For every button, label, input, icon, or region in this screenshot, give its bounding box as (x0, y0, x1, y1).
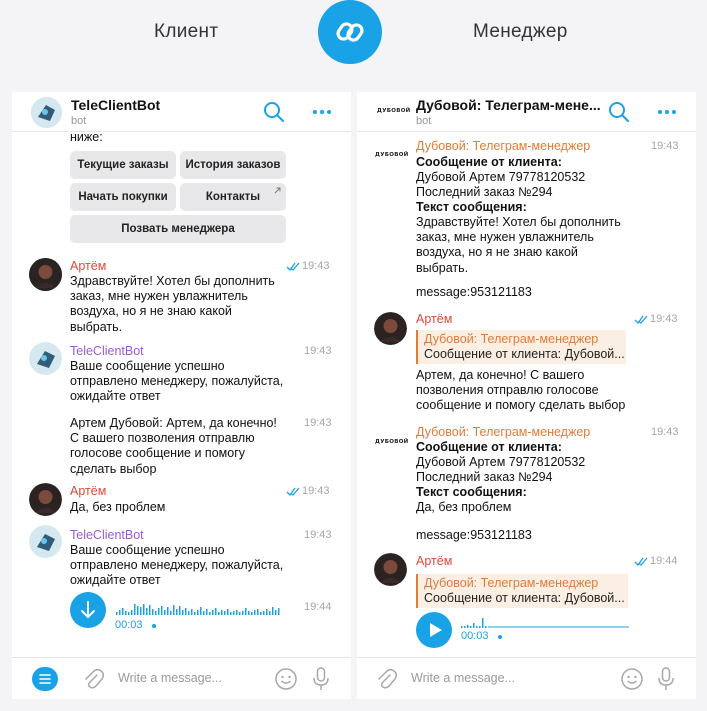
chat-subtitle: bot (71, 115, 87, 127)
message-time: 19:44 (304, 601, 332, 613)
message-text: Да, без проблем (416, 500, 512, 514)
chat-header (357, 92, 696, 132)
reply-quote[interactable] (416, 330, 626, 364)
chat-title: Дубовой: Телеграм-мене... (416, 97, 601, 113)
message-time: 19:43 (302, 485, 330, 497)
quote-title: Дубовой: Телеграм-менеджер (424, 576, 599, 590)
chat-title: TeleClientBot (71, 97, 161, 113)
keyboard-cut-text: ниже: (70, 133, 103, 144)
chat-header (12, 92, 351, 132)
dubovoy-logo: ДУБОВОЙ (375, 439, 409, 445)
message-client-info: Дубовой Артем 79778120532 Последний заказ №294 (416, 170, 586, 200)
voice-play-button[interactable] (416, 612, 452, 648)
message-sender[interactable]: Артём (70, 259, 107, 273)
search-icon[interactable] (263, 101, 285, 123)
voice-download-button[interactable] (70, 592, 106, 628)
voice-waveform[interactable] (116, 599, 282, 615)
message-heading: Сообщение от клиента: (416, 440, 562, 454)
message-time: 19:43 (651, 426, 679, 438)
message-input[interactable]: Write a message... (411, 671, 515, 685)
microphone-icon[interactable] (657, 666, 675, 692)
message-composer (12, 657, 351, 699)
user-avatar[interactable] (374, 553, 407, 586)
contacts-button[interactable] (180, 183, 286, 211)
message-text: Артем Дубовой: Артем, да конечно! С вашего позволения отправлю голосове сообщение и помогу сделать выбор (70, 416, 277, 476)
voice-waveform[interactable] (461, 616, 629, 628)
chat-subtitle: bot (416, 115, 432, 127)
client-label: Клиент (154, 21, 219, 42)
more-icon[interactable] (657, 106, 677, 118)
download-arrow-icon (70, 592, 106, 628)
message-sender[interactable]: TeleClientBot (70, 528, 144, 542)
message-text: Ваше сообщение успешно отправлено менеджеру, пожалуйста, ожидайте ответ (70, 359, 284, 404)
message-time: 19:43 (302, 260, 330, 272)
quote-text: Сообщение от клиента: Дубовой... (424, 591, 625, 605)
read-check-icon (286, 487, 300, 496)
start-shopping-button[interactable]: Начать покупки (70, 183, 176, 211)
message-input[interactable]: Write a message... (118, 671, 222, 685)
reply-quote[interactable] (416, 574, 628, 608)
attach-icon[interactable] (82, 667, 104, 691)
menu-button[interactable] (32, 667, 58, 691)
dubovoy-logo: ДУБОВОЙ (375, 152, 409, 158)
user-avatar[interactable] (29, 483, 62, 516)
message-heading: Сообщение от клиента: (416, 155, 562, 169)
message-text: Артем, да конечно! С вашего позволения отправлю голосове сообщение и помогу сделать выбор (416, 368, 626, 413)
message-id: message:953121183 (416, 285, 532, 299)
bot-avatar[interactable] (29, 525, 62, 558)
message-sender[interactable]: Дубовой: Телеграм-менеджер (416, 139, 591, 153)
user-avatar[interactable] (29, 258, 62, 291)
message-time: 19:43 (304, 345, 332, 357)
client-chat-panel (12, 92, 351, 699)
bot-avatar[interactable] (31, 97, 62, 128)
message-sender[interactable]: Дубовой: Телеграм-менеджер (416, 425, 591, 439)
message-id: message:953121183 (416, 528, 532, 542)
message-sender[interactable]: Артём (70, 484, 107, 498)
bot-avatar[interactable] (29, 342, 62, 375)
emoji-icon[interactable] (274, 667, 298, 691)
message-time: 19:43 (304, 529, 332, 541)
message-heading: Текст сообщения: (416, 200, 527, 214)
emoji-icon[interactable] (620, 667, 644, 691)
message-text: Ваше сообщение успешно отправлено менеджеру, пожалуйста, ожидайте ответ (70, 543, 284, 588)
play-icon (416, 612, 452, 648)
read-check-icon (634, 315, 648, 324)
read-check-icon (634, 557, 648, 566)
client-message-list[interactable] (12, 133, 351, 657)
message-sender[interactable]: TeleClientBot (70, 344, 144, 358)
quote-title: Дубовой: Телеграм-менеджер (424, 332, 599, 346)
unplayed-dot (498, 635, 502, 639)
link-icon (318, 0, 382, 64)
voice-duration: 00:03 (115, 619, 143, 631)
attach-icon[interactable] (375, 667, 397, 691)
message-text: Здравствуйте! Хотел бы дополнить заказ, мне нужен увлажнитель воздуха, но я не знаю какой выбрать. (416, 215, 621, 275)
contacts-label: Контакты (205, 191, 261, 203)
message-sender[interactable]: Артём (416, 554, 453, 568)
menu-icon (32, 667, 58, 691)
manager-label: Менеджер (473, 21, 568, 42)
search-icon[interactable] (608, 101, 630, 123)
message-time: 19:44 (650, 555, 678, 567)
external-link-icon (274, 187, 281, 194)
read-check-icon (286, 262, 300, 271)
manager-chat-panel (357, 92, 696, 699)
user-avatar[interactable] (374, 312, 407, 345)
quote-text: Сообщение от клиента: Дубовой... (424, 347, 625, 361)
dubovoy-logo: ДУБОВОЙ (377, 108, 411, 114)
microphone-icon[interactable] (312, 666, 330, 692)
message-time: 19:43 (304, 417, 332, 429)
message-text: Здравствуйте! Хотел бы дополнить заказ, мне нужен увлажнитель воздуха, но я не знаю какой выбрать. (70, 274, 275, 334)
more-icon[interactable] (312, 106, 332, 118)
message-text: Да, без проблем (70, 500, 166, 514)
unplayed-dot (152, 624, 156, 628)
order-history-button[interactable]: История заказов (180, 151, 286, 179)
message-client-info: Дубовой Артем 79778120532 Последний заказ №294 (416, 455, 586, 485)
message-sender[interactable]: Артём (416, 312, 453, 326)
call-manager-button[interactable]: Позвать менеджера (70, 215, 286, 243)
manager-message-list[interactable] (357, 133, 696, 657)
message-time: 19:43 (650, 313, 678, 325)
message-time: 19:43 (651, 140, 679, 152)
voice-duration: 00:03 (461, 630, 489, 642)
message-composer (357, 657, 696, 699)
message-heading: Текст сообщения: (416, 485, 527, 499)
current-orders-button[interactable]: Текущие заказы (70, 151, 176, 179)
